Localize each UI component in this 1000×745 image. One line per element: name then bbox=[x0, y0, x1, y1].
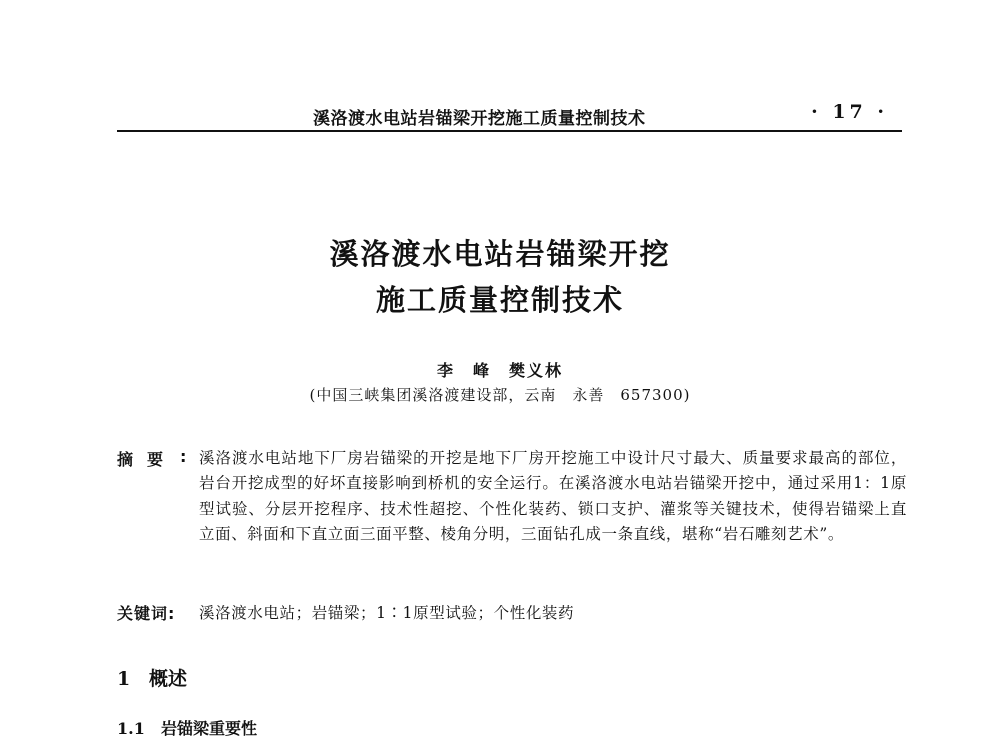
abstract-text: 溪洛渡水电站地下厂房岩锚梁的开挖是地下厂房开挖施工中设计尺寸最大、质量要求最高的部位，岩台开挖成型的好坏直接影响到桥机的安全运行。在溪洛渡水电站岩锚梁开挖中，通过采用1：1原型试验、分层开挖程序、技术性超挖、个性化装药、锁口支护、灌浆等关键技术，使得岩锚梁上直立面、斜面和下直立面三面平整、棱角分明，三面钻孔成一条直线，堪称“岩石雕刻艺术”。 bbox=[199, 449, 907, 544]
running-title: 溪洛渡水电站岩锚梁开挖施工质量控制技术 bbox=[313, 109, 646, 129]
subsection-title: 岩锚梁重要性 bbox=[161, 719, 258, 738]
subsection-number: 1.1 bbox=[117, 719, 145, 738]
author-name: 樊义林 bbox=[509, 361, 564, 380]
article-title-line-2: 施工质量控制技术 bbox=[375, 283, 624, 317]
author-affiliation: (中国三峡集团溪洛渡建设部，云南 永善 657300) bbox=[309, 386, 691, 404]
abstract-colon: : bbox=[180, 447, 187, 466]
section-heading bbox=[117, 664, 187, 691]
section-number: 1 bbox=[117, 668, 131, 690]
keywords-label: 关键词: bbox=[117, 604, 176, 623]
subsection-heading bbox=[117, 716, 257, 739]
author-list bbox=[0, 358, 1000, 381]
author-name: 李 峰 bbox=[436, 361, 491, 380]
keywords-text: 溪洛渡水电站；岩锚梁；1∶1原型试验；个性化装药 bbox=[199, 604, 575, 622]
page-number: · 17 · bbox=[811, 101, 888, 123]
running-header bbox=[117, 100, 902, 132]
section-title: 概述 bbox=[149, 668, 188, 690]
article-title-line-1: 溪洛渡水电站岩锚梁开挖 bbox=[329, 237, 671, 271]
abstract-label: 摘要 bbox=[117, 450, 178, 469]
